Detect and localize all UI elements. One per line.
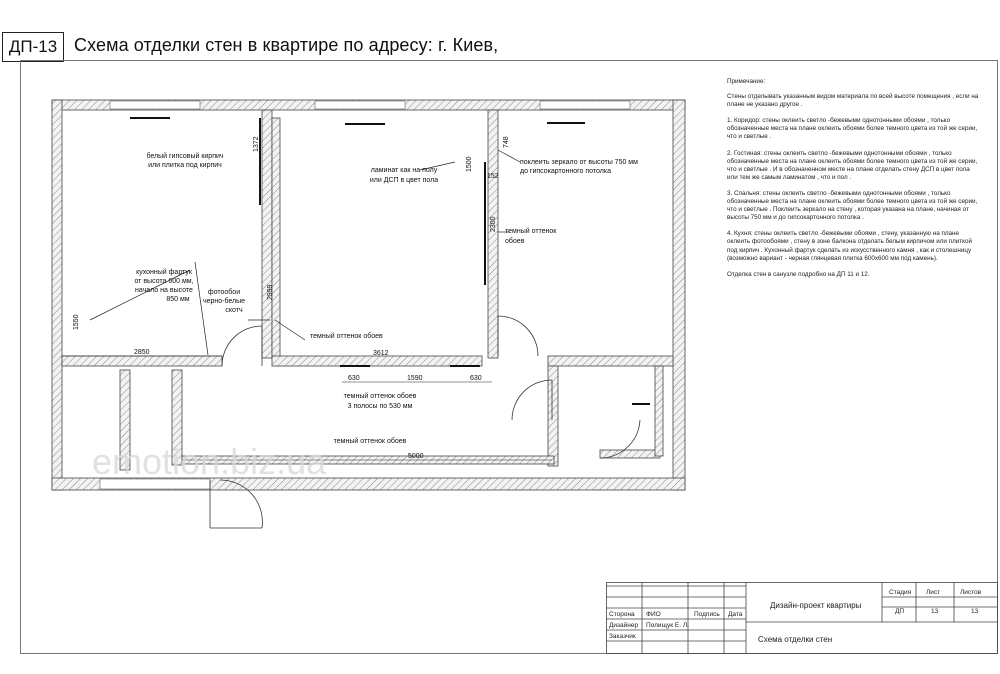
apron-label-line-2: от высота 600 мм, — [134, 278, 194, 285]
date-header: Дата — [728, 611, 743, 618]
project-name: Дизайн-проект квартиры — [770, 601, 862, 610]
sheet-code: ДП-13 — [2, 32, 64, 62]
notes-item-3: 3. Спальня: стены оклеить светло -бежевыми однотонными обоями , только обозначенные места на плане оклеить обоями более темного цвета из той же серии, что и светлые . Поклеить зеркало на стену , которая указана на плане, начиная от высоты 750 мм и до гипсокартонного потолка . — [727, 189, 978, 222]
corridor-dark-label-2: 3 полосы по 530 мм — [347, 403, 413, 410]
sign-header: Подпись — [694, 611, 720, 618]
dim-152: 152 — [487, 173, 499, 180]
kitchen-label-line-1: белый гипсовый кирпич — [146, 153, 224, 160]
stage-value: ДП — [895, 608, 905, 615]
photo-label-line-3: скотч — [225, 307, 243, 314]
notes-item-4: 4. Кухня: стены оклеить светло -бежевыми обоями , стену, указанную на плане оклеить фотообоями , стену в зоне балкона отделать белым кирпичом или плиткой под кирпич . Кухонный фартук сделать из искусственного камня , как и столешницу (возможно вариант - черная глянцевая плитка 600х600 мм под камень). — [727, 230, 973, 262]
dim-1500: 1500 — [466, 156, 473, 172]
dim-2850: 2850 — [134, 349, 150, 356]
apron-label-line-1: кухонный фартук — [136, 269, 192, 276]
dim-2300: 2300 — [490, 216, 497, 232]
dim-2999: 2999 — [267, 284, 274, 300]
living-label-line-1: ламинат как на полу — [370, 167, 438, 174]
notes-item-1: 1. Коридор: стены оклеить светло -бежевыми однотонными обоями , только обозначенные места на плане оклеить обоями более темного цвета из той же серии, что и светлые . — [727, 117, 978, 141]
bedroom-dark-label-1: темный оттенок — [505, 228, 557, 235]
dim-630-left: 630 — [348, 375, 360, 382]
stage-header: Стадия — [889, 589, 912, 596]
living-label-line-2: или ДСП в цвет пола — [369, 177, 439, 184]
bedroom-dark-label-2: обоев — [505, 238, 525, 245]
photo-label-line-2: черно-белые — [202, 298, 246, 305]
notes-general: Стены отделывать указанным видом материала по всей высоте помещения , если на плане не указано другое . — [727, 93, 979, 109]
sheet-header: Лист — [926, 589, 941, 596]
sheets-value: 13 — [971, 608, 979, 615]
side-header: Сторона — [609, 611, 635, 618]
dim-630-right: 630 — [470, 375, 482, 382]
dim-1372: 1372 — [253, 136, 260, 152]
notes-bath: Отделка стен в санузле подробно на ДП 11 и 12. — [727, 270, 870, 278]
apron-label-line-4: 850 мм — [166, 296, 190, 303]
sheet-value: 13 — [931, 608, 939, 615]
fio-header: ФИО — [646, 611, 661, 618]
drawing-name: Схема отделки стен — [758, 635, 833, 644]
notes-heading: Примечание: — [727, 78, 766, 85]
living-dark-label: темный оттенок обоев — [310, 333, 383, 340]
mirror-label-line-2: до гипсокартонного потолка — [520, 168, 611, 175]
mirror-label-line-1: поклеить зеркало от высоты 750 мм — [520, 159, 638, 166]
dim-748: 748 — [503, 136, 510, 148]
notes-item-2: 2. Гостиная: стены оклеить светло -бежевыми однотонными обоями , только обозначенные места на плане оклеить обоями более темного цвета из той же серии, что и светлые . И в обозначенном месте на плане отделать стену ДСП в цвет пола или тем же самым ламинатом , что и пол . — [727, 149, 978, 181]
dim-1550: 1550 — [73, 314, 80, 330]
photo-label-line-1: фотообои — [207, 289, 241, 296]
watermark: emotion.biz.ua — [92, 441, 327, 482]
designer-value: Полищук Е. Л. — [646, 622, 689, 629]
sheet-title: Схема отделки стен в квартире по адресу: г. Киев, — [74, 35, 499, 55]
kitchen-label-line-2: или плитка под кирпич — [148, 162, 222, 169]
hall-dark-label: темный оттенок обоев — [333, 438, 407, 445]
sheets-header: Листов — [960, 589, 982, 596]
corridor-dark-label-1: темный оттенок обоев — [343, 393, 417, 400]
client-header: Заказчик — [609, 633, 636, 640]
title-block — [606, 582, 998, 654]
leader-lines — [90, 150, 520, 355]
dim-5000: 5000 — [408, 453, 424, 460]
dim-1590: 1590 — [407, 375, 423, 382]
room-labels — [134, 152, 638, 445]
dimensions — [73, 136, 510, 460]
notes-panel — [727, 78, 982, 287]
dim-3612: 3612 — [373, 350, 389, 357]
designer-header: Дизайнер — [609, 622, 639, 629]
apron-label-line-3: начало на высоте — [135, 287, 193, 294]
